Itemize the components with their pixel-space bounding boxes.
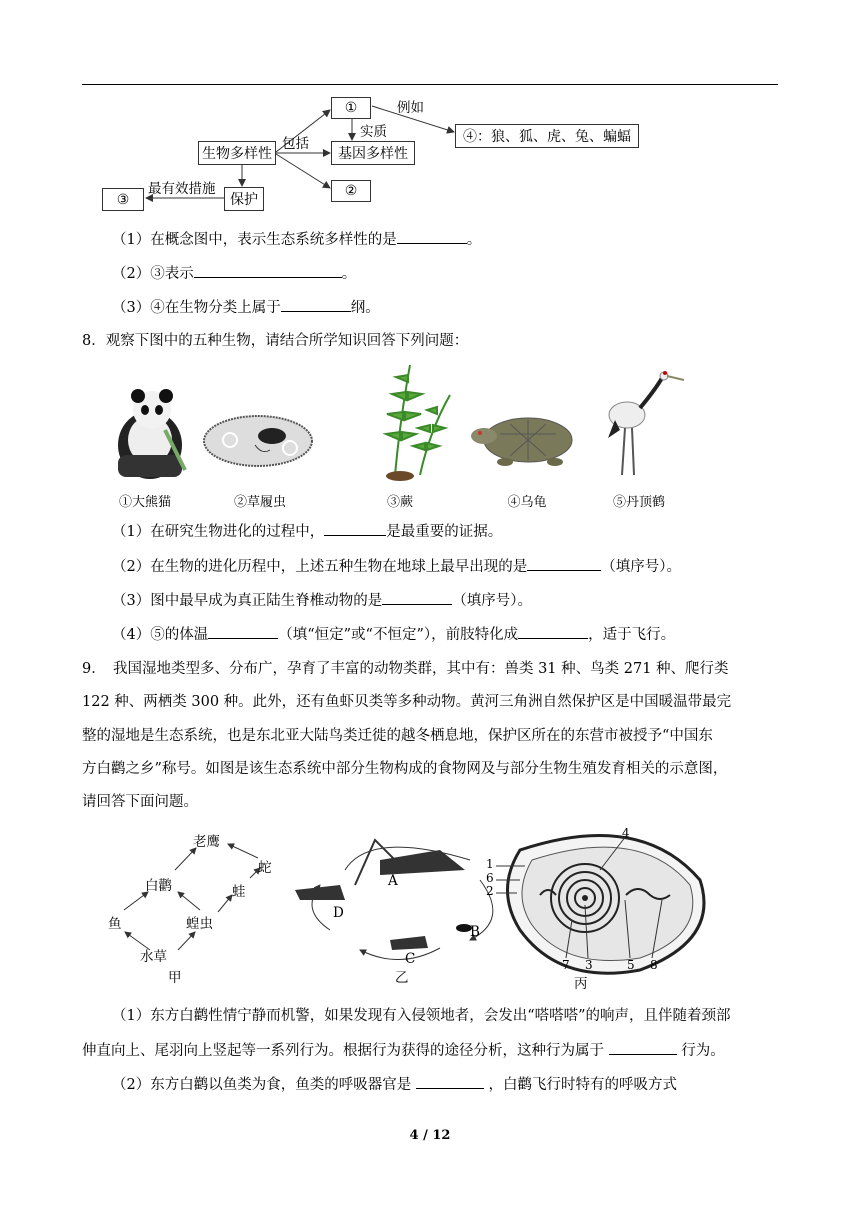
fw-fish: 鱼 bbox=[108, 916, 122, 932]
cycle-label-C: C bbox=[405, 951, 416, 967]
fw-stork: 白鹳 bbox=[145, 878, 172, 894]
fw-locust: 蝗虫 bbox=[186, 916, 213, 932]
q7-part3: （3）④在生物分类上属于 纲。 bbox=[112, 297, 380, 318]
fw-grass: 水草 bbox=[140, 949, 167, 965]
caption-panda: ①大熊猫 bbox=[118, 495, 171, 510]
caption-fern: ③蕨 bbox=[386, 495, 413, 510]
egg-num-3: 3 bbox=[585, 958, 593, 972]
q9-line4: 方白鹳之乡”称号。如图是该生态系统中部分生物构成的食物网及与部分生物生殖发育相关的示意图， bbox=[82, 761, 728, 777]
q8-stem: 8．观察下图中的五种生物，请结合所学知识回答下列问题： bbox=[82, 333, 469, 349]
q8-part4: （4）⑤的体温 （填“恒定”或“不恒定”），前肢特化成 ，适于飞行。 bbox=[112, 624, 675, 645]
concept-box-2: ② bbox=[331, 180, 371, 202]
label-measure: 最有效措施 bbox=[148, 181, 216, 197]
egg-num-8: 8 bbox=[650, 958, 658, 972]
q9-part1-line2: 伸直向上、尾羽向上竖起等一系列行为。根据行为获得的途径分析，这种行为属于 行为。 bbox=[82, 1040, 725, 1061]
q9-line1: 9． 我国湿地类型多、分布广，孕育了丰富的动物类群，其中有：兽类 31 种、鸟类 271 种、爬行类 bbox=[82, 661, 729, 677]
q9-line3: 整的湿地是生态系统，也是东北亚大陆鸟类迁徙的越冬栖息地，保护区所在的东营市被授予“中国东 bbox=[82, 728, 713, 744]
locust-life-cycle bbox=[295, 840, 493, 960]
q9-line2: 122 种、两栖类 300 种。此外，还有鱼虾贝类等多种动物。黄河三角洲自然保护区是中国暖温带最完 bbox=[82, 694, 732, 710]
cycle-label: 乙 bbox=[395, 970, 409, 986]
concept-box-3: ③ bbox=[102, 188, 144, 211]
concept-box-4: ④：狼、狐、虎、兔、蝙蝠 bbox=[455, 124, 639, 148]
egg-num-6: 6 bbox=[486, 871, 494, 885]
concept-box-center: 生物多样性 bbox=[198, 141, 276, 165]
caption-crane: ⑤丹顶鹤 bbox=[612, 495, 665, 510]
cycle-label-B: B bbox=[470, 924, 480, 940]
cycle-label-A: A bbox=[388, 873, 398, 889]
label-include: 包括 bbox=[282, 136, 309, 152]
egg-num-1: 1 bbox=[486, 857, 494, 871]
fw-eagle: 老鹰 bbox=[193, 834, 220, 850]
concept-box-gene: 基因多样性 bbox=[331, 141, 415, 165]
label-example: 例如 bbox=[397, 100, 424, 116]
cycle-label-D: D bbox=[333, 905, 344, 921]
egg-num-2: 2 bbox=[486, 884, 494, 898]
q9-part2: （2）东方白鹳以鱼类为食，鱼类的呼吸器官是 ，白鹳飞行时特有的呼吸方式 bbox=[112, 1074, 677, 1095]
fw-frog: 蛙 bbox=[232, 884, 246, 900]
fw-snake: 蛇 bbox=[258, 860, 272, 876]
q7-part2: （2）③表示 。 bbox=[112, 263, 356, 284]
egg-num-5: 5 bbox=[627, 958, 635, 972]
page-number: 4 / 12 bbox=[409, 1128, 451, 1143]
q7-part1: （1）在概念图中，表示生态系统多样性的是 。 bbox=[112, 229, 481, 250]
fw-label: 甲 bbox=[168, 970, 182, 986]
concept-box-1: ① bbox=[331, 97, 371, 119]
q8-part2: （2）在生物的进化历程中，上述五种生物在地球上最早出现的是 （填序号）。 bbox=[112, 556, 681, 577]
bird-egg-diagram bbox=[496, 835, 704, 973]
q8-part3: （3）图中最早成为真正陆生脊椎动物的是 （填序号）。 bbox=[112, 590, 532, 611]
egg-label: 丙 bbox=[574, 976, 588, 992]
caption-turtle: ④乌龟 bbox=[507, 495, 547, 510]
q8-part1: （1）在研究生物进化的过程中， 是最重要的证据。 bbox=[112, 521, 502, 542]
egg-num-4: 4 bbox=[622, 826, 630, 840]
q9-part1-line1: （1）东方白鹳性情宁静而机警，如果发现有入侵领地者，会发出“嗒嗒嗒”的响声，且伴随着颈部 bbox=[112, 1008, 731, 1024]
q9-line5: 请回答下面问题。 bbox=[82, 794, 198, 810]
concept-box-protect: 保护 bbox=[224, 187, 264, 211]
caption-paramecium: ②草履虫 bbox=[233, 495, 286, 510]
egg-num-7: 7 bbox=[562, 958, 570, 972]
label-essence: 实质 bbox=[360, 124, 387, 140]
